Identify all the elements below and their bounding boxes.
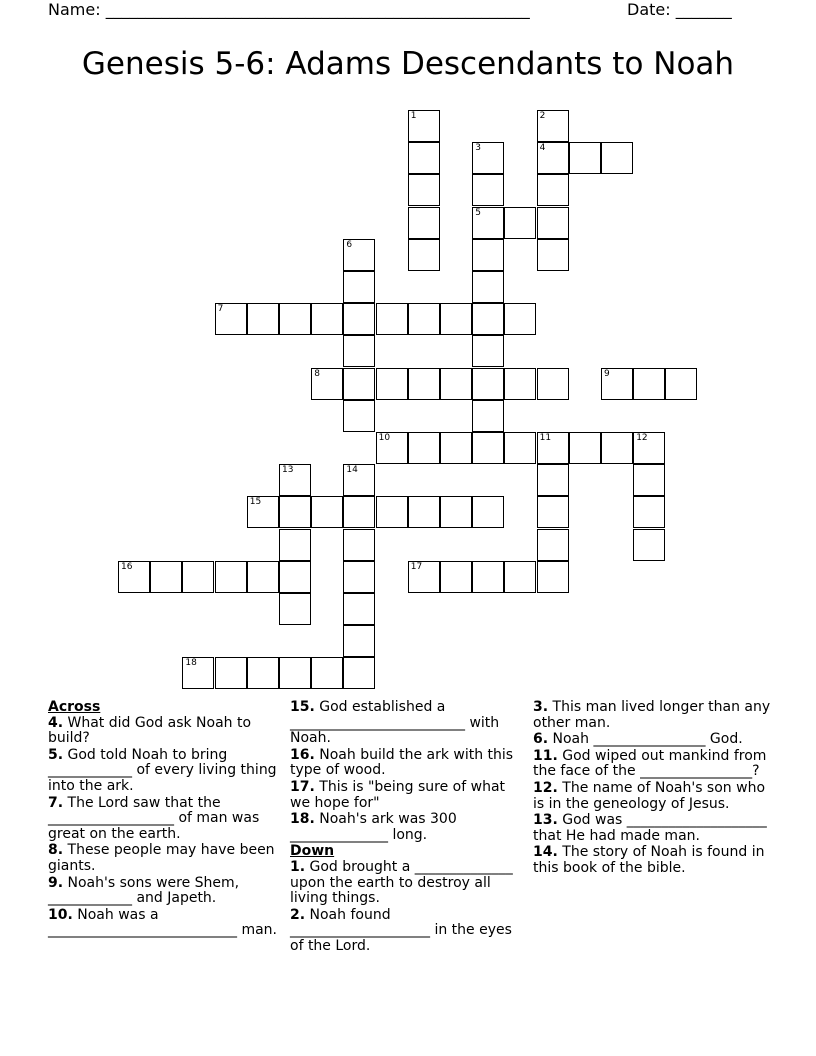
clue-number: 18. [290, 811, 315, 828]
clue-text: God told Noah to bring ____________ of every living thing into the ark. [48, 746, 277, 794]
grid-cell[interactable] [343, 593, 375, 625]
grid-cell[interactable] [633, 529, 665, 561]
grid-cell[interactable] [343, 496, 375, 528]
grid-cell[interactable] [472, 174, 504, 206]
grid-cell[interactable] [215, 657, 247, 689]
grid-cell[interactable] [376, 303, 408, 335]
grid-cell[interactable] [601, 142, 633, 174]
clue-item [290, 748, 526, 779]
grid-cell[interactable] [537, 110, 569, 142]
grid-cell[interactable] [504, 207, 536, 239]
grid-cell[interactable] [472, 303, 504, 335]
clue-text: The story of Noah is found in this book of the bible. [533, 844, 765, 876]
grid-cell[interactable] [343, 271, 375, 303]
grid-cell[interactable] [633, 496, 665, 528]
clue-item [48, 843, 284, 874]
grid-cell[interactable] [182, 657, 214, 689]
clue-text: Noah found ____________________ in the eyes of the Lord. [290, 906, 512, 954]
grid-cell-number: 9 [604, 368, 610, 379]
clue-number: 8. [48, 842, 64, 859]
grid-cell[interactable] [537, 174, 569, 206]
clue-text: God wiped out mankind from the face of the ________________? [533, 747, 767, 780]
clue-item [290, 700, 526, 747]
grid-cell[interactable] [472, 271, 504, 303]
clue-item [533, 781, 773, 812]
grid-cell[interactable] [504, 561, 536, 593]
grid-cell[interactable] [440, 432, 472, 464]
clue-number: 7. [48, 794, 64, 811]
grid-cell-number: 15 [249, 497, 262, 508]
grid-cell[interactable] [408, 207, 440, 239]
grid-cell-number: 16 [121, 561, 133, 572]
name-label: Name: [48, 0, 101, 19]
grid-cell[interactable] [408, 174, 440, 206]
grid-cell[interactable] [472, 400, 504, 432]
grid-cell-number: 18 [185, 658, 197, 669]
clue-text: This man lived longer than any other man. [533, 699, 771, 731]
clue-text: Noah's sons were Shem, ____________ and Japeth. [48, 874, 240, 907]
grid-cell[interactable] [343, 657, 375, 689]
grid-cell[interactable] [537, 561, 569, 593]
grid-cell-number: 17 [410, 561, 423, 572]
grid-cell[interactable] [537, 432, 569, 464]
clue-item [48, 748, 284, 795]
clue-text: Noah was a ___________________________ man. [48, 906, 277, 939]
clue-item [290, 860, 526, 907]
grid-cell-number: 1 [410, 111, 417, 121]
grid-cell-number: 14 [346, 465, 358, 476]
grid-cell[interactable] [633, 368, 665, 400]
grid-cell[interactable] [279, 657, 311, 689]
grid-cell[interactable] [537, 496, 569, 528]
grid-cell[interactable] [247, 303, 279, 335]
clue-item [48, 876, 284, 907]
grid-cell-number: 11 [539, 433, 552, 443]
grid-cell[interactable] [569, 432, 601, 464]
grid-cell[interactable] [472, 561, 504, 593]
grid-cell[interactable] [247, 561, 279, 593]
grid-cell[interactable] [279, 561, 311, 593]
grid-cell-number: 10 [378, 433, 391, 443]
grid-cell[interactable] [472, 142, 504, 174]
clue-text: God established a _________________________ with Noah. [290, 699, 500, 747]
grid-cell[interactable] [504, 432, 536, 464]
grid-cell[interactable] [472, 207, 504, 239]
grid-cell[interactable] [343, 400, 375, 432]
clue-text: The name of Noah's son who is in the geneology of Jesus. [533, 779, 766, 812]
clue-text: What did God ask Noah to build? [48, 714, 252, 747]
clues-column-2 [290, 700, 526, 956]
grid-cell[interactable] [472, 335, 504, 367]
grid-cell[interactable] [569, 142, 601, 174]
grid-cell[interactable] [343, 625, 375, 657]
clue-text: The Lord saw that the __________________ of man was great on the earth. [48, 794, 260, 842]
grid-cell[interactable] [279, 464, 311, 496]
grid-cell[interactable] [408, 142, 440, 174]
clue-number: 14. [533, 844, 558, 861]
grid-cell[interactable] [215, 561, 247, 593]
grid-cell[interactable] [633, 432, 665, 464]
grid-cell[interactable] [279, 303, 311, 335]
grid-cell[interactable] [472, 496, 504, 528]
grid-cell[interactable] [408, 496, 440, 528]
grid-cell[interactable] [247, 496, 279, 528]
grid-cell[interactable] [343, 561, 375, 593]
clue-number: 15. [290, 699, 315, 715]
grid-cell[interactable] [440, 561, 472, 593]
clue-text: These people may have been giants. [48, 842, 275, 874]
clue-number: 6. [533, 731, 549, 748]
grid-cell[interactable] [537, 207, 569, 239]
grid-cell[interactable] [182, 561, 214, 593]
grid-cell[interactable] [472, 432, 504, 464]
clue-number: 11. [533, 747, 558, 764]
grid-cell[interactable] [279, 593, 311, 625]
grid-cell[interactable] [279, 529, 311, 561]
clue-text: God brought a ______________ upon the earth to destroy all living things. [290, 858, 513, 907]
clue-number: 9. [48, 874, 64, 891]
grid-cell[interactable] [504, 368, 536, 400]
clue-number: 12. [533, 779, 558, 796]
grid-cell[interactable] [472, 368, 504, 400]
clue-text: Noah build the ark with this type of wood. [290, 746, 514, 779]
grid-cell[interactable] [376, 432, 408, 464]
clue-number: 17. [290, 778, 315, 795]
grid-cell[interactable] [408, 432, 440, 464]
grid-cell[interactable] [343, 464, 375, 496]
clue-item [48, 716, 284, 747]
grid-cell[interactable] [311, 657, 343, 689]
grid-cell[interactable] [537, 368, 569, 400]
grid-cell-number: 4 [539, 143, 546, 154]
grid-cell[interactable] [343, 239, 375, 271]
name-line[interactable] [48, 0, 530, 19]
clue-text: Noah's ark was 300 ______________ long. [290, 811, 457, 843]
grid-cell[interactable] [311, 368, 343, 400]
clue-text: Noah ________________ God. [552, 731, 743, 748]
clue-item [48, 796, 284, 843]
clues-column-3 [533, 700, 773, 878]
grid-cell[interactable] [537, 529, 569, 561]
grid-cell[interactable] [311, 303, 343, 335]
grid-cell[interactable] [408, 239, 440, 271]
clue-item [533, 732, 773, 748]
down-heading: Down [290, 843, 335, 860]
clue-text: This is "being sure of what we hope for" [290, 778, 506, 811]
grid-cell-number: 6 [346, 239, 353, 250]
grid-cell[interactable] [440, 303, 472, 335]
grid-cell[interactable] [440, 368, 472, 400]
grid-cell[interactable] [279, 496, 311, 528]
grid-cell[interactable] [601, 368, 633, 400]
grid-cell[interactable] [408, 561, 440, 593]
date-label: Date: [627, 0, 671, 19]
page-title: Genesis 5-6: Adams Descendants to Noah [81, 46, 735, 82]
grid-cell-number: 8 [314, 368, 320, 379]
clue-number: 10. [48, 906, 73, 923]
grid-cell[interactable] [408, 303, 440, 335]
grid-cell[interactable] [343, 303, 375, 335]
grid-cell-number: 12 [636, 433, 648, 443]
grid-cell[interactable] [343, 335, 375, 367]
name-blank[interactable]: _____________________________________________________ [105, 0, 530, 19]
grid-cell-number: 13 [282, 465, 294, 476]
grid-cell[interactable] [247, 657, 279, 689]
clue-number: 2. [290, 906, 306, 923]
grid-cell[interactable] [537, 464, 569, 496]
clues-column-1 [48, 700, 284, 940]
grid-cell[interactable] [537, 142, 569, 174]
clue-number: 16. [290, 746, 315, 763]
grid-cell[interactable] [601, 432, 633, 464]
grid-cell[interactable] [408, 110, 440, 142]
clue-item [533, 700, 773, 731]
grid-cell[interactable] [665, 368, 697, 400]
clue-number: 13. [533, 812, 558, 829]
grid-cell[interactable] [376, 496, 408, 528]
clue-number: 3. [533, 699, 549, 715]
clue-number: 1. [290, 858, 306, 875]
clue-text: God was ____________________ that He had made man. [533, 812, 767, 844]
clue-item [533, 845, 773, 876]
grid-cell[interactable] [408, 368, 440, 400]
clue-item [290, 780, 526, 811]
grid-cell[interactable] [343, 529, 375, 561]
grid-cell[interactable] [150, 561, 182, 593]
grid-cell[interactable] [343, 368, 375, 400]
grid-cell-number: 2 [539, 111, 546, 121]
clue-item [290, 812, 526, 843]
grid-cell[interactable] [472, 239, 504, 271]
grid-cell[interactable] [440, 496, 472, 528]
grid-cell-number: 7 [217, 304, 224, 315]
date-blank[interactable]: _______ [675, 0, 732, 19]
grid-cell[interactable] [215, 303, 247, 335]
clue-item [48, 908, 284, 939]
across-heading: Across [48, 699, 101, 715]
grid-cell[interactable] [504, 303, 536, 335]
grid-cell[interactable] [311, 496, 343, 528]
grid-cell[interactable] [537, 239, 569, 271]
grid-cell[interactable] [633, 464, 665, 496]
clue-item [290, 908, 526, 955]
grid-cell[interactable] [118, 561, 150, 593]
clue-number: 4. [48, 714, 64, 731]
grid-cell-number: 3 [475, 143, 481, 154]
grid-cell[interactable] [376, 368, 408, 400]
grid-cell-number: 5 [475, 207, 481, 218]
clue-item [533, 749, 773, 780]
date-line[interactable] [627, 0, 732, 19]
clue-item [533, 813, 773, 844]
clue-number: 5. [48, 746, 64, 763]
